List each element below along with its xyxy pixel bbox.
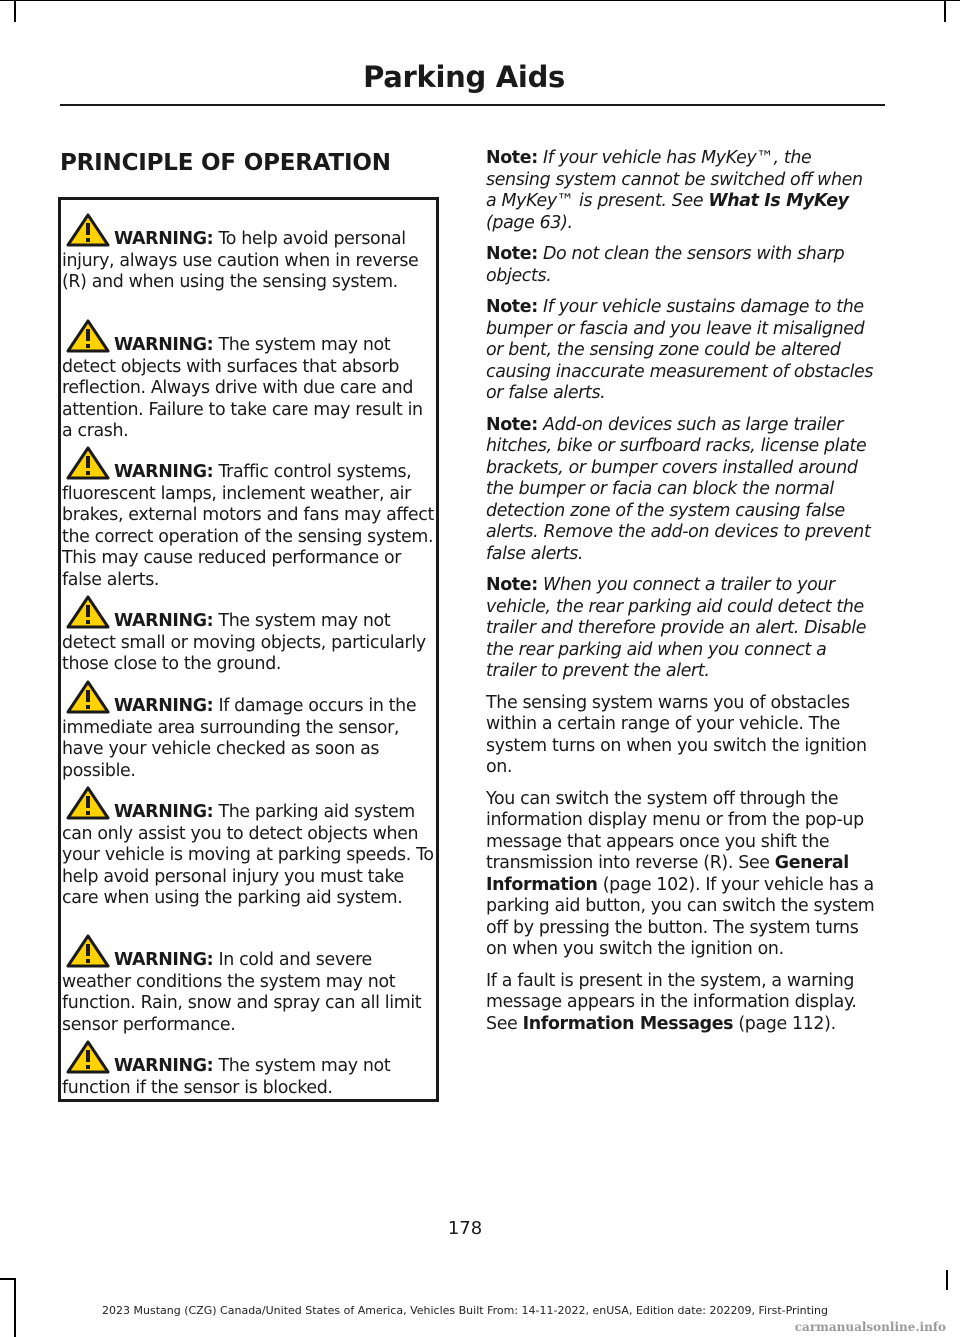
- body-text: (page 102). If your vehicle has a parking aid button, you can switch the system off by pressing the button. The system turns on when you switch the ignition on.: [486, 874, 875, 959]
- body-paragraph: The sensing system warns you of obstacles within a certain range of your vehicle. The system turns on when you switch the ignition on.: [486, 692, 867, 777]
- note-paragraph: [486, 244, 878, 287]
- note-label: Note:: [486, 244, 538, 264]
- warning-label: WARNING:: [114, 229, 214, 249]
- warning-label: WARNING:: [114, 335, 214, 355]
- warning-label: WARNING:: [114, 1056, 214, 1076]
- header-rule: [60, 104, 885, 106]
- warning-triangle-icon: [66, 595, 110, 629]
- warning-label: WARNING:: [114, 462, 214, 482]
- note-label: Note:: [486, 575, 538, 595]
- note-label: Note:: [486, 148, 538, 168]
- crop-mark: [944, 0, 946, 22]
- crop-mark: [14, 0, 16, 22]
- warning-text: To help avoid personal injury, always use caution when in reverse (R) and when using the sensing system.: [62, 229, 419, 292]
- warning-triangle-icon: [66, 213, 110, 247]
- warning-triangle-icon: [66, 934, 110, 968]
- body-text: You can switch the system off through the information display menu or from the pop-up message that appears once you shift the transmission into reverse (R). See: [486, 788, 864, 873]
- note-text: Do not clean the sensors with sharp objects.: [486, 244, 845, 286]
- note-text: If your vehicle sustains damage to the bumper or fascia and you leave it misaligned or bent, the sensing zone could be altered causing inaccurate measurement of obstacles or false alerts.: [486, 297, 874, 403]
- note-paragraph: [486, 415, 878, 566]
- page-header-title: Parking Aids: [363, 60, 565, 94]
- note-paragraph: [486, 148, 878, 234]
- warning-item: [62, 696, 437, 782]
- warning-text: The parking aid system can only assist you to detect objects when your vehicle is moving at parking speeds. To help avoid personal injury you must take care when using the parking aid system.: [62, 802, 434, 908]
- note-label: Note:: [486, 414, 538, 435]
- page-footer: 2023 Mustang (CZG) Canada/United States of America, Vehicles Built From: 14-11-2022, enUSA, Edition date: 202209, First-Printing: [102, 1304, 828, 1317]
- body-text: (page 112).: [733, 1013, 836, 1034]
- body-paragraph: [486, 789, 878, 961]
- note-text: Add-on devices such as large trailer hitches, bike or surfboard racks, license plate brackets, or bumper covers installed around the bumper or facia can block the normal detection zone of the system causing false alerts. Remove the add-on devices to prevent false alerts.: [486, 414, 871, 564]
- warning-text: If damage occurs in the immediate area surrounding the sensor, have your vehicle checked as soon as possible.: [62, 696, 417, 781]
- warning-label: WARNING:: [114, 611, 214, 631]
- note-text: (page 63).: [486, 212, 573, 233]
- warning-text: In cold and severe weather conditions the system may not function. Rain, snow and spray can all limit sensor performance.: [62, 950, 422, 1035]
- warning-triangle-icon: [66, 786, 110, 820]
- warning-item: [62, 1056, 437, 1099]
- warning-item: [62, 462, 437, 591]
- crop-mark: [0, 0, 960, 1]
- watermark: carmanualsonline.info: [794, 1320, 946, 1334]
- warning-label: WARNING:: [114, 696, 214, 716]
- warning-label: WARNING:: [114, 950, 214, 970]
- note-paragraph: [486, 297, 878, 405]
- right-column: [486, 148, 878, 1045]
- warning-item: [62, 335, 437, 443]
- cross-reference-link[interactable]: What Is MyKey: [708, 191, 849, 211]
- note-paragraph: [486, 575, 878, 683]
- note-text: If your vehicle has MyKey™, the sensing system cannot be switched off when a MyKey™ is present. See: [486, 148, 863, 211]
- warning-item: [62, 611, 437, 676]
- warning-text: Traffic control systems, fluorescent lamps, inclement weather, air brakes, external motors and fans may affect the correct operation of the sensing system. This may cause reduced performance or false alerts.: [62, 462, 434, 590]
- warning-item: [62, 950, 437, 1036]
- crop-mark: [0, 1278, 16, 1280]
- cross-reference-link[interactable]: General Information: [486, 853, 849, 895]
- cross-reference-link[interactable]: Information Messages: [522, 1013, 734, 1034]
- body-text: If a fault is present in the system, a warning message appears in the information display. See: [486, 970, 857, 1034]
- note-text: When you connect a trailer to your vehicle, the rear parking aid could detect the trailer and therefore provide an alert. Disable the rear parking aid when you connect a trailer to prevent the alert.: [486, 575, 867, 681]
- warning-triangle-icon: [66, 319, 110, 353]
- section-heading: PRINCIPLE OF OPERATION: [60, 150, 391, 176]
- body-paragraph: [486, 971, 878, 1036]
- note-label: Note:: [486, 297, 538, 317]
- warning-triangle-icon: [66, 446, 110, 480]
- warning-text: The system may not detect small or moving objects, particularly those close to the ground.: [62, 611, 426, 674]
- warning-item: [62, 229, 437, 294]
- page-number: 178: [447, 1218, 483, 1239]
- warning-text: The system may not function if the sensor is blocked.: [62, 1056, 391, 1098]
- warning-label: WARNING:: [114, 802, 214, 822]
- warning-triangle-icon: [66, 1040, 110, 1074]
- warning-item: [62, 802, 437, 910]
- warning-triangle-icon: [66, 680, 110, 714]
- warning-text: The system may not detect objects with surfaces that absorb reflection. Always drive with due care and attention. Failure to take care may result in a crash.: [62, 335, 423, 441]
- crop-mark: [946, 1270, 948, 1290]
